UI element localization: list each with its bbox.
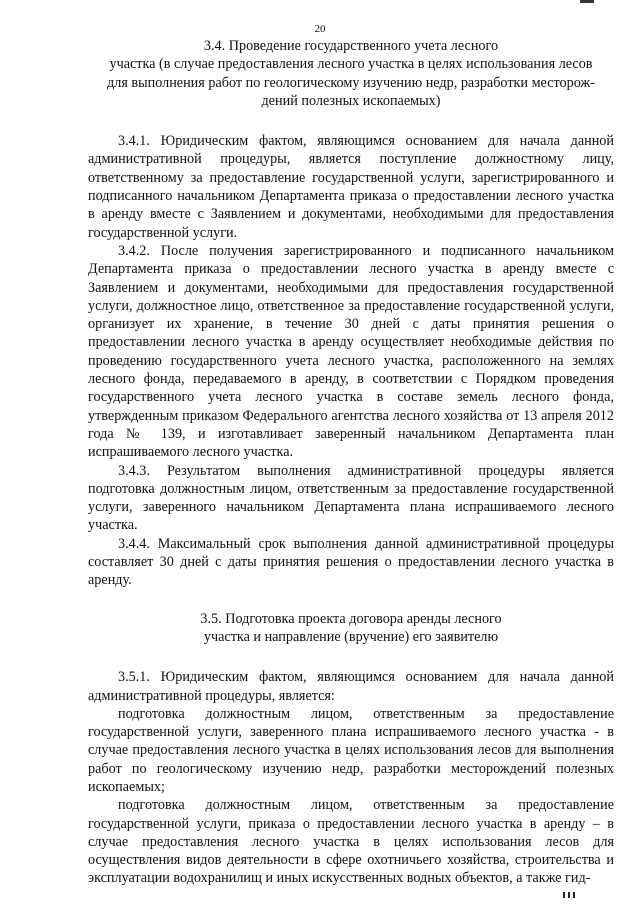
document-body xyxy=(88,37,614,888)
section-3-4-heading xyxy=(88,37,614,110)
scan-artifact-bottom xyxy=(563,892,581,898)
paragraph-3-5-1-item-2: подготовка должностным лицом, ответственным за предоставление государственной услуги, приказа о предоставлении лесного участка в аренду – в случае предоставления лесного участка в целях использования лесов для осуществления видов деятельности в сфере охотничьего хозяйства, строительства и эксплуатации водохранилищ и иных искусственных водных объектов, а также гид- xyxy=(88,797,614,887)
scan-artifact-top xyxy=(580,0,594,3)
paragraph-3-5-1: 3.5.1. Юридическим фактом, являющимся основанием для начала данной административной процедуры, является: xyxy=(88,669,614,704)
paragraph-3-5-1-item-1: подготовка должностным лицом, ответственным за предоставление государственной услуги, заверенного плана испрашиваемого лесного участка - в случае предоставления лесного участка в целях использования лесов для выполнения работ по геологическому изучению недр, разработки месторождений полезных ископаемых; xyxy=(88,705,614,795)
heading-line: 3.4. Проведение государственного учета лесного xyxy=(203,38,499,54)
page-number: 20 xyxy=(314,23,326,35)
paragraph-3-4-1: 3.4.1. Юридическим фактом, являющимся основанием для начала данной административной процедуры, является поступление должностному лицу, ответственному за предоставление государственной услуги, зарегистрированного и подписанного начальником Департамента приказа о предоставлении лесного участка в аренду вместе с Заявлением и документами, необходимыми для предоставления государственной услуги. xyxy=(88,133,614,241)
heading-line: участка и направление (вручение) его заявителю xyxy=(203,628,499,645)
heading-line: дений полезных ископаемых) xyxy=(261,92,441,109)
heading-line: 3.5. Подготовка проекта договора аренды лесного xyxy=(200,610,502,627)
heading-line: для выполнения работ по геологическому изучению недр, разработки месторож- xyxy=(107,74,595,91)
paragraph-3-4-4: 3.4.4. Максимальный срок выполнения данной административной процедуры составляет 30 дней с даты принятия решения о предоставлении лесного участка в аренду. xyxy=(88,535,614,589)
paragraph-3-4-2: 3.4.2. После получения зарегистрированного и подписанного начальником Департамента приказа о предоставлении лесного участка в аренду вместе с Заявлением и документами, необходимыми для предоставления государственной услуги, должностное лицо, ответственное за предоставление государственной услуги, организует их хранение, в течение 30 дней с даты принятия решения о предоставлении лесного участка в аренду осуществляет необходимые действия по проведению государственного учета лесного участка, расположенного на землях лесного фонда, передаваемого в аренду, в соответствии с Порядком проведения государственного учета лесного участка в составе земель лесного фонда, утвержденным приказом Федерального агентства лесного хозяйства от 13 апреля 2012 года № 139, и изготавливает заверенный начальником Департамента план испрашиваемого лесного участка. xyxy=(88,242,614,461)
section-3-5-heading xyxy=(88,610,614,647)
paragraph-3-4-3: 3.4.3. Результатом выполнения административной процедуры является подготовка должностным лицом, ответственным за предоставление государственной услуги, заверенного начальником Департамента плана испрашиваемого лесного участка. xyxy=(88,462,614,534)
heading-line: участка (в случае предоставления лесного участка в целях использования лесов xyxy=(109,56,593,73)
